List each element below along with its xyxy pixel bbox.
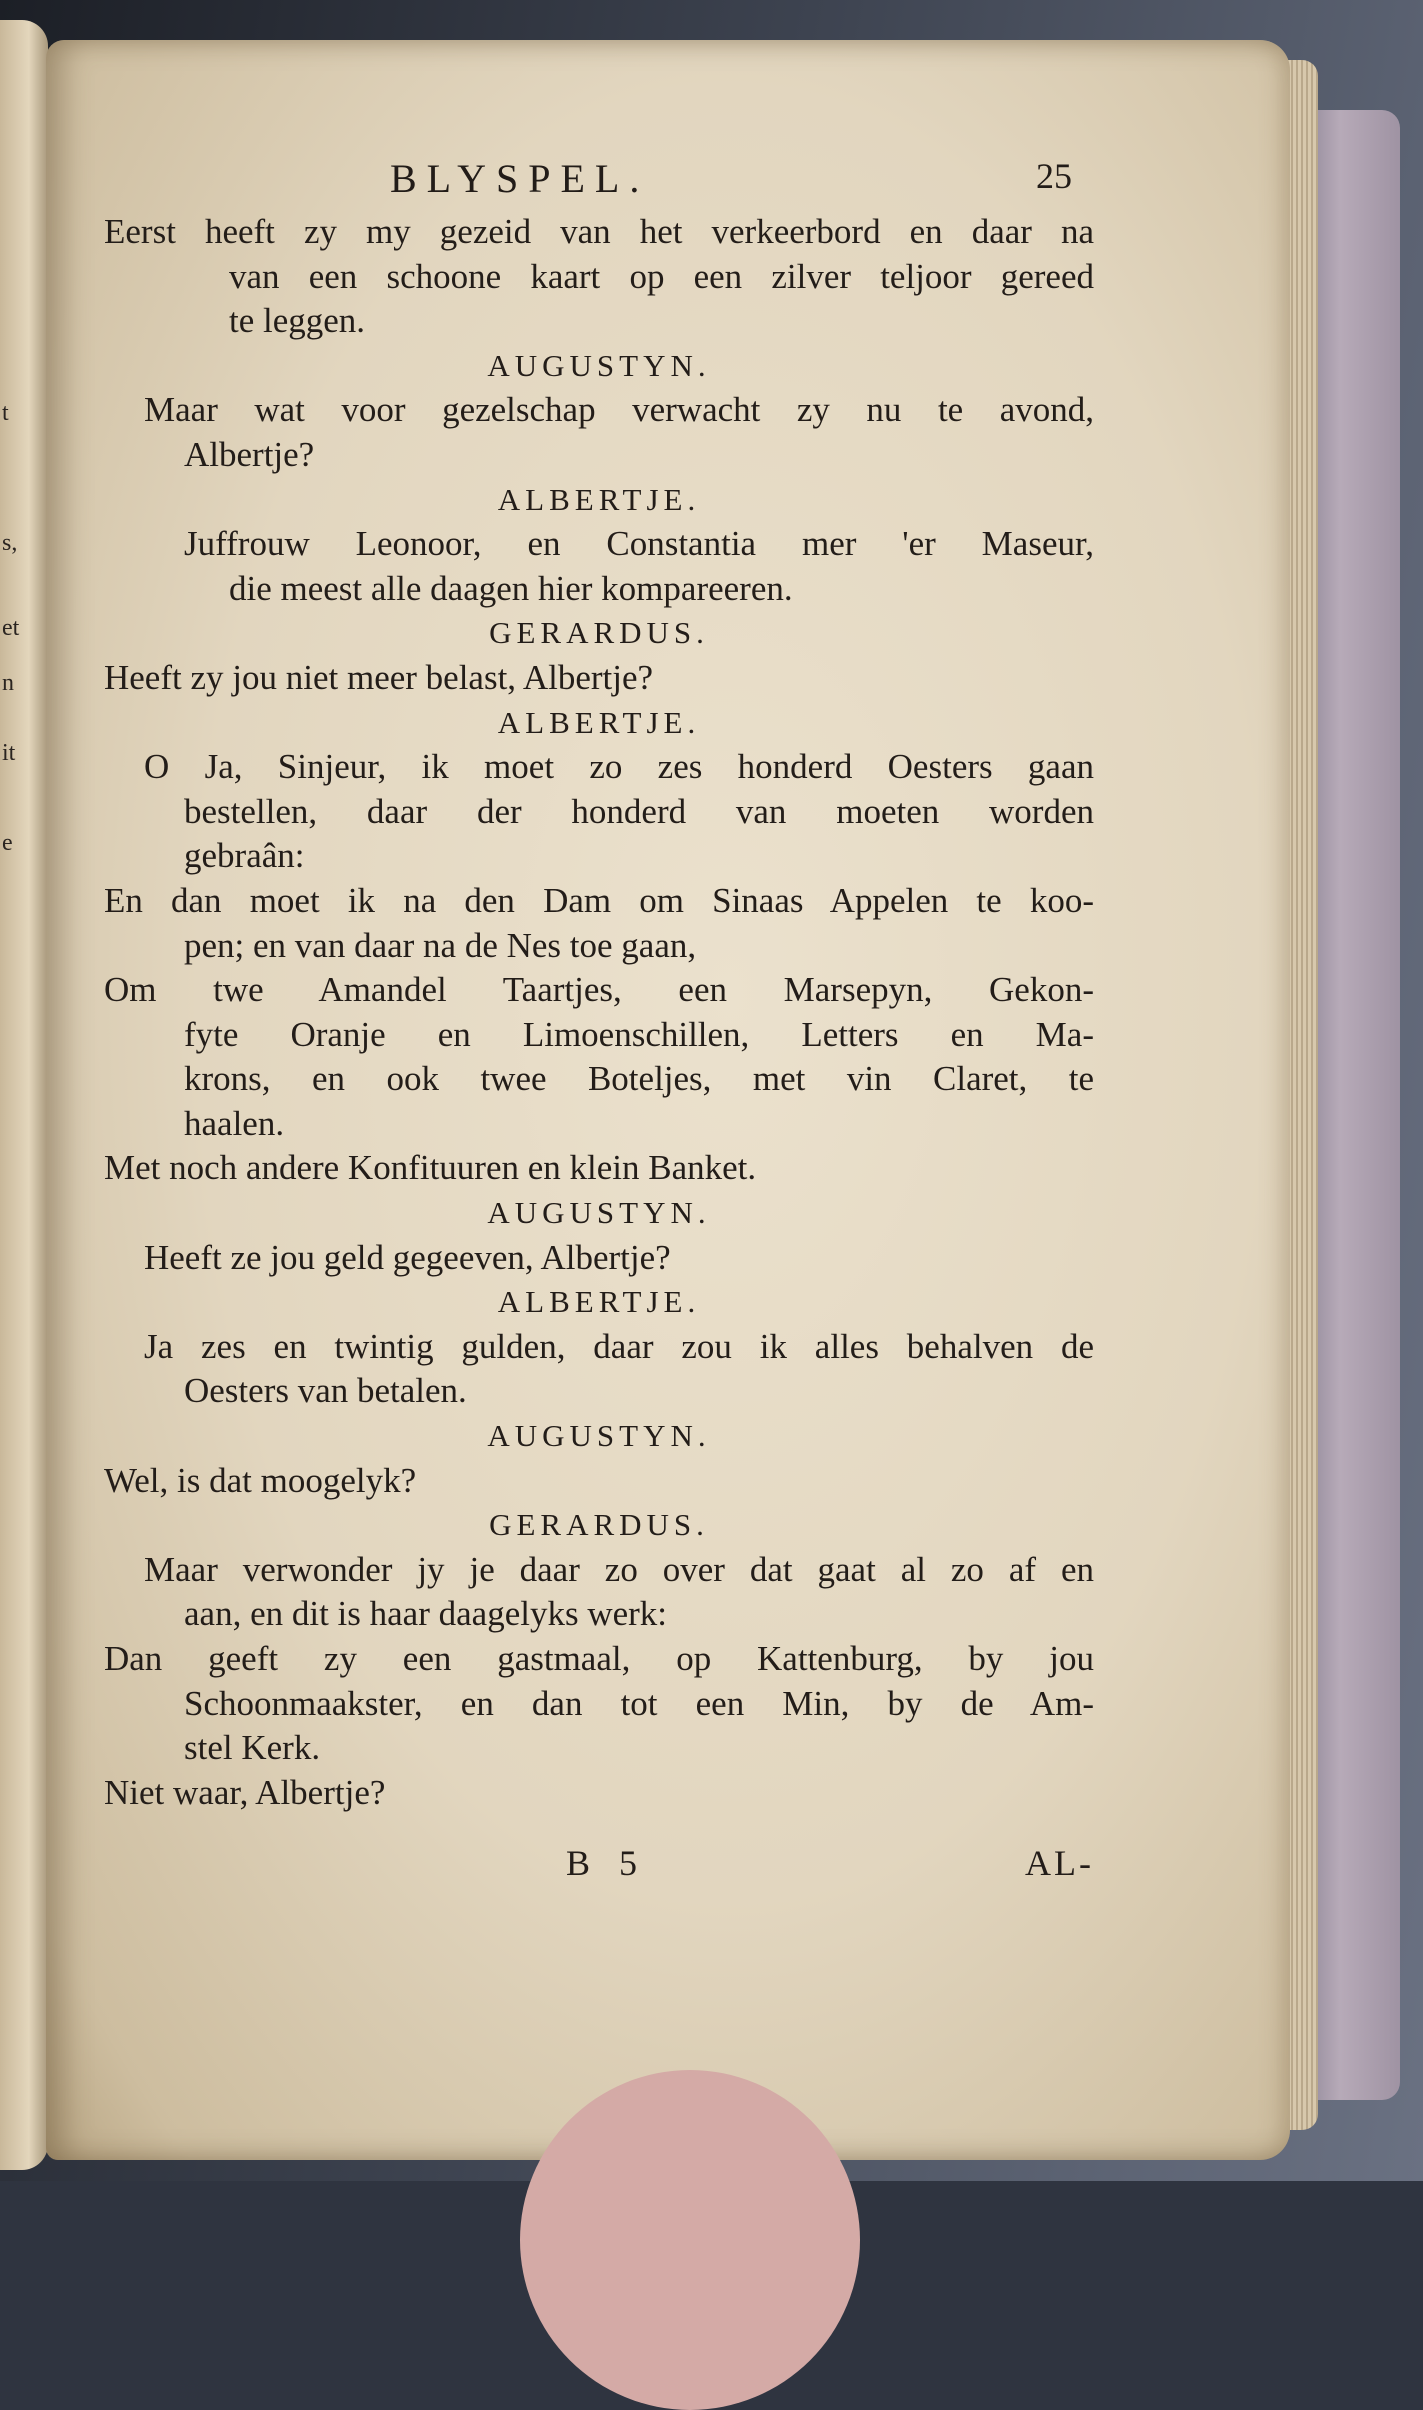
text-line: bestellen, daar der honderd van moeten worden bbox=[184, 791, 1094, 831]
page-number: 25 bbox=[1036, 156, 1072, 196]
facing-page-fragment: e bbox=[2, 830, 13, 856]
speaker-heading: AUGUSTYN. bbox=[487, 1418, 711, 1454]
text-line: haalen. bbox=[184, 1103, 285, 1143]
page-text bbox=[104, 210, 1094, 1815]
text-line: Maar wat voor gezelschap verwacht zy nu te avond, bbox=[144, 390, 1094, 430]
text-line: aan, en dit is haar daagelyks werk: bbox=[184, 1594, 668, 1634]
speaker-heading: AUGUSTYN. bbox=[487, 1195, 711, 1231]
text-line: stel Kerk. bbox=[184, 1728, 321, 1768]
text-line: pen; en van daar na de Nes toe gaan, bbox=[184, 925, 697, 965]
text-line: Schoonmaakster, en dan tot een Min, by de Am- bbox=[184, 1683, 1094, 1723]
speaker-heading: GERARDUS. bbox=[489, 1507, 709, 1543]
speaker-heading: ALBERTJE. bbox=[497, 704, 701, 740]
text-line: Dan geeft zy een gastmaal, op Kattenburg, by jou bbox=[104, 1639, 1094, 1678]
text-line: krons, en ook twee Boteljes, met vin Claret, te bbox=[184, 1059, 1094, 1099]
text-line: fyte Oranje en Limoenschillen, Letters en Ma- bbox=[184, 1014, 1094, 1054]
speaker-heading: ALBERTJE. bbox=[497, 481, 701, 517]
text-line: gebraân: bbox=[184, 836, 305, 876]
text-line: Niet waar, Albertje? bbox=[104, 1772, 386, 1812]
facing-page-edge bbox=[0, 20, 48, 2170]
text-line: Om twe Amandel Taartjes, een Marsepyn, Gekon- bbox=[104, 970, 1094, 1010]
text-line: Met noch andere Konfituuren en klein Banket. bbox=[104, 1148, 757, 1188]
text-line: Heeft zy jou niet meer belast, Albertje? bbox=[104, 657, 654, 697]
text-line: Heeft ze jou geld gegeeven, Albertje? bbox=[144, 1237, 671, 1277]
catchword: AL- bbox=[1025, 1843, 1094, 1883]
text-line: Maar verwonder jy je daar zo over dat gaat al zo af en bbox=[144, 1549, 1094, 1589]
signature-mark: B 5 bbox=[566, 1843, 648, 1883]
facing-page-fragment: et bbox=[2, 615, 20, 641]
speaker-heading: AUGUSTYN. bbox=[487, 347, 711, 383]
speaker-heading: GERARDUS. bbox=[489, 615, 709, 651]
text-line: Albertje? bbox=[184, 434, 315, 474]
facing-page-fragment: it bbox=[2, 740, 16, 766]
speaker-heading: ALBERTJE. bbox=[497, 1284, 701, 1320]
overlay-circle bbox=[520, 2070, 860, 2410]
text-line: van een schoone kaart op een zilver teljoor gereed bbox=[229, 256, 1094, 296]
text-line: te leggen. bbox=[229, 301, 366, 341]
page-footer bbox=[104, 1842, 1094, 1886]
text-line: O Ja, Sinjeur, ik moet zo zes honderd Oesters gaan bbox=[144, 747, 1094, 787]
text-line: En dan moet ik na den Dam om Sinaas Appelen te koo- bbox=[104, 880, 1094, 920]
facing-page-fragment: t bbox=[2, 400, 9, 426]
text-line: Oesters van betalen. bbox=[184, 1371, 467, 1411]
text-line: die meest alle daagen hier kompareeren. bbox=[229, 568, 793, 608]
text-line: Ja zes en twintig gulden, daar zou ik alles behalven de bbox=[144, 1326, 1094, 1366]
facing-page-fragment: n bbox=[2, 670, 14, 696]
text-line: Eerst heeft zy my gezeid van het verkeerbord en daar na bbox=[104, 212, 1094, 251]
running-head: BLYSPEL. bbox=[390, 156, 650, 201]
text-line: Juffrouw Leonoor, en Constantia mer 'er Maseur, bbox=[184, 524, 1094, 564]
facing-page-fragment: s, bbox=[2, 530, 18, 556]
text-line: Wel, is dat moogelyk? bbox=[104, 1460, 417, 1500]
